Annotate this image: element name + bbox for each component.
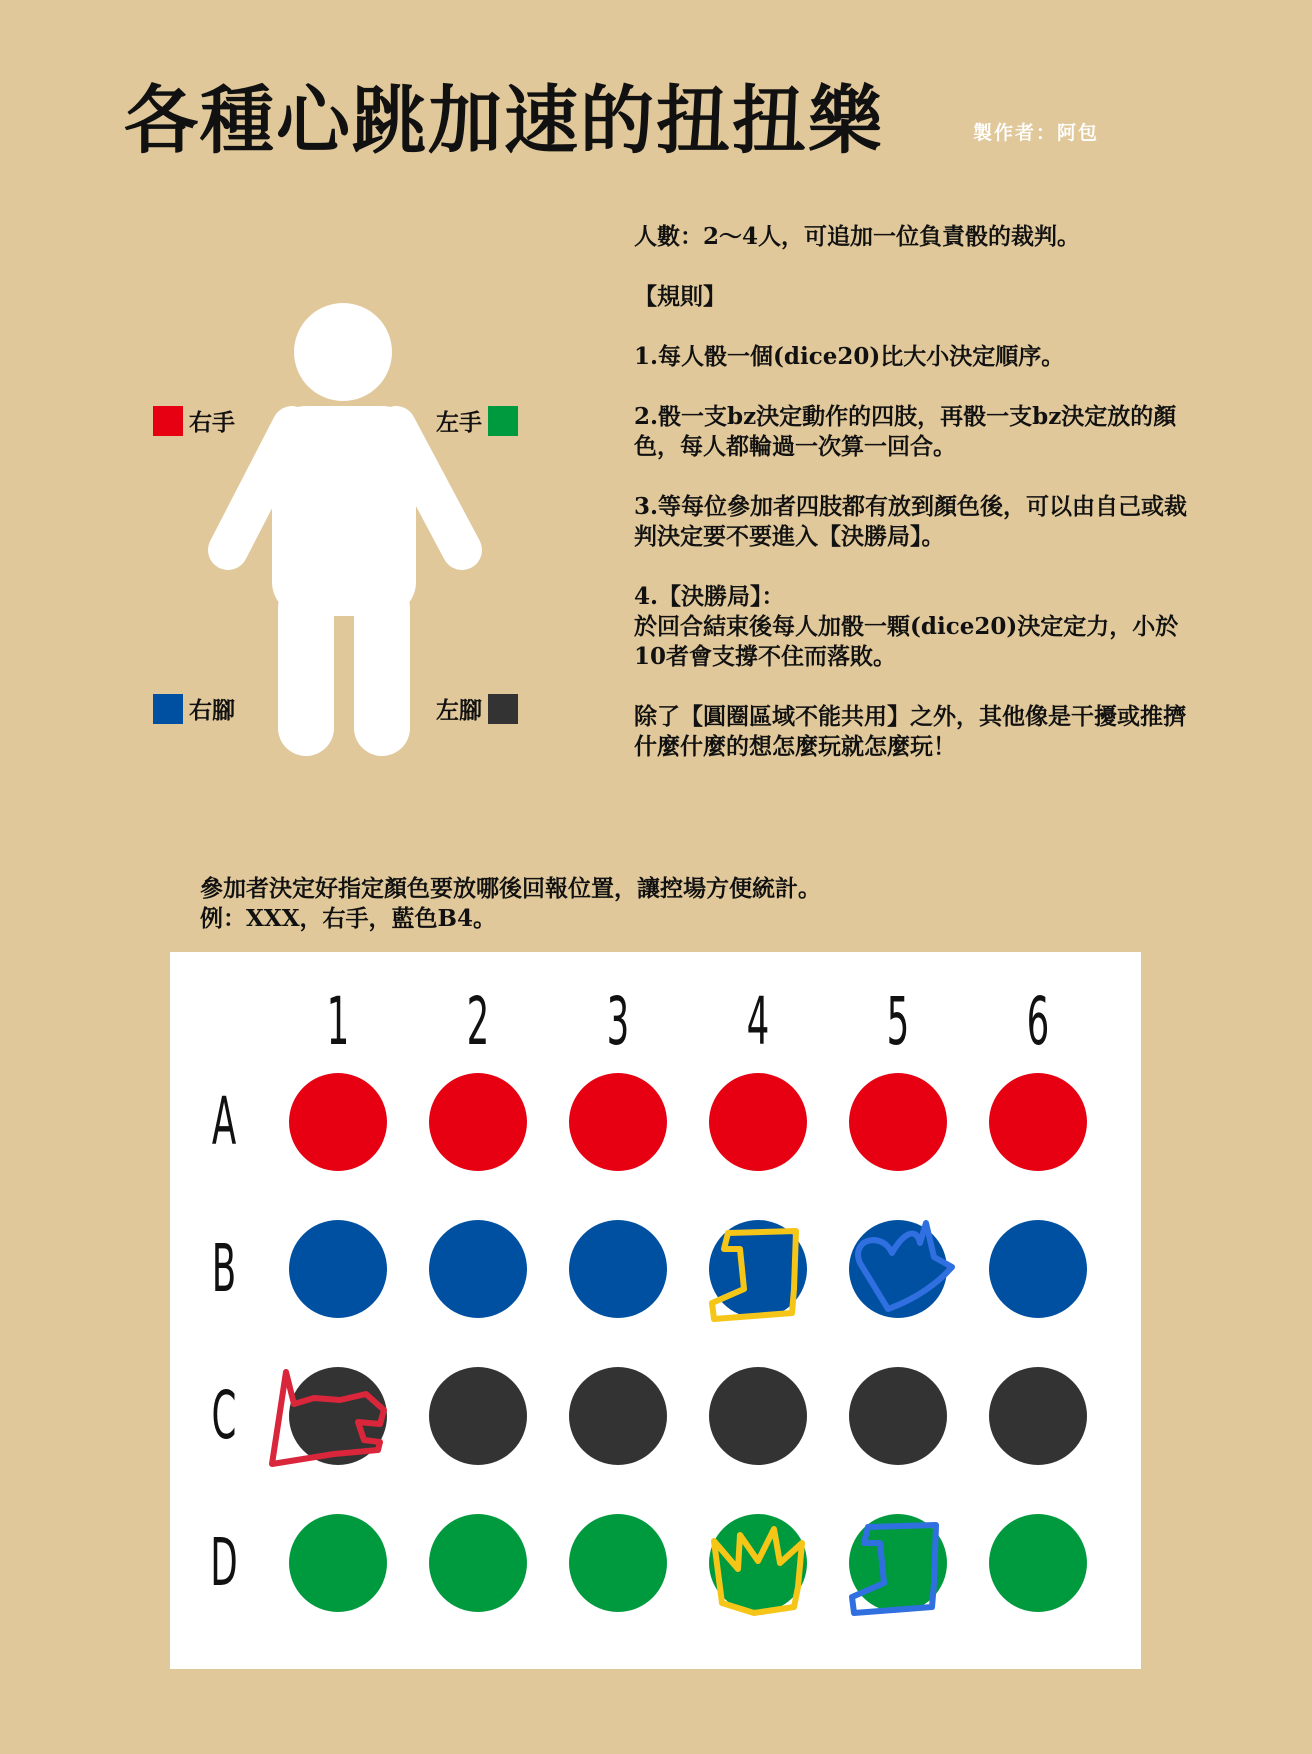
spot-B4[interactable]	[709, 1220, 807, 1318]
spot-C4[interactable]	[709, 1367, 807, 1465]
author-credit: 製作者：阿包	[973, 122, 1100, 144]
legend-right-hand	[153, 404, 235, 437]
rule-4-title: 4.【決勝局】：	[634, 583, 785, 610]
legend-left-foot	[436, 692, 518, 725]
column-label-1: 1	[326, 983, 350, 1060]
blue-swatch	[153, 694, 183, 724]
legend-left-hand	[436, 404, 518, 437]
row-label-B: B	[211, 1230, 237, 1307]
instructions-line-2: 例：XXX，右手，藍色B4。	[200, 905, 496, 932]
instructions-line-1: 參加者決定好指定顏色要放哪後回報位置，讓控場方便統計。	[200, 875, 821, 902]
row-label-A: A	[211, 1083, 237, 1160]
spot-A6[interactable]	[989, 1073, 1087, 1171]
legend-label: 左手	[436, 409, 482, 436]
column-label-5: 5	[886, 983, 910, 1060]
black-swatch	[488, 694, 518, 724]
spot-C5[interactable]	[849, 1367, 947, 1465]
spot-C1[interactable]	[289, 1367, 387, 1465]
column-label-6: 6	[1026, 983, 1050, 1060]
instructions	[200, 874, 1100, 934]
spot-D6[interactable]	[989, 1514, 1087, 1612]
spot-A2[interactable]	[429, 1073, 527, 1171]
row-label-D: D	[210, 1524, 238, 1601]
spot-C2[interactable]	[429, 1367, 527, 1465]
rules-note: 除了【圓圈區域不能共用】之外，其他像是干擾或推擠什麼什麼的想怎麼玩就怎麼玩！	[634, 703, 1186, 760]
spot-D5[interactable]	[849, 1514, 947, 1612]
column-label-4: 4	[746, 983, 770, 1060]
legend-right-foot	[153, 692, 235, 725]
spot-B6[interactable]	[989, 1220, 1087, 1318]
rules-panel	[634, 222, 1194, 792]
page-title: 各種心跳加速的扭扭樂	[124, 78, 884, 164]
spot-A3[interactable]	[569, 1073, 667, 1171]
legend-label: 左腳	[436, 697, 482, 724]
spot-C3[interactable]	[569, 1367, 667, 1465]
spot-A4[interactable]	[709, 1073, 807, 1171]
spot-D3[interactable]	[569, 1514, 667, 1612]
spot-B2[interactable]	[429, 1220, 527, 1318]
column-label-2: 2	[466, 983, 490, 1060]
spot-C6[interactable]	[989, 1367, 1087, 1465]
row-label-C: C	[211, 1377, 237, 1454]
rules-heading: 【規則】	[634, 283, 726, 310]
spot-A5[interactable]	[849, 1073, 947, 1171]
column-label-3: 3	[606, 983, 630, 1060]
game-board	[170, 952, 1141, 1669]
spot-D2[interactable]	[429, 1514, 527, 1612]
legend-label: 右手	[189, 409, 235, 436]
rule-2: 2.骰一支bz決定動作的四肢，再骰一支bz決定放的顏色，每人都輪過一次算一回合。	[634, 403, 1177, 460]
rule-4-body: 於回合結束後每人加骰一顆(dice20)決定定力，小於10者會支撐不住而落敗。	[634, 613, 1179, 670]
spot-A1[interactable]	[289, 1073, 387, 1171]
green-swatch	[488, 406, 518, 436]
spot-B1[interactable]	[289, 1220, 387, 1318]
spot-D4[interactable]	[709, 1514, 807, 1612]
players-text: 人數：2～4人，可追加一位負責骰的裁判。	[634, 223, 1081, 250]
legend-label: 右腳	[189, 697, 235, 724]
rule-1: 1.每人骰一個(dice20)比大小決定順序。	[634, 343, 1065, 370]
rule-3: 3.等每位參加者四肢都有放到顏色後，可以由自己或裁判決定要不要進入【決勝局】。	[634, 493, 1188, 550]
spot-B5[interactable]	[849, 1220, 947, 1318]
spot-D1[interactable]	[289, 1514, 387, 1612]
red-swatch	[153, 406, 183, 436]
spot-B3[interactable]	[569, 1220, 667, 1318]
body-figure-icon	[200, 300, 490, 760]
